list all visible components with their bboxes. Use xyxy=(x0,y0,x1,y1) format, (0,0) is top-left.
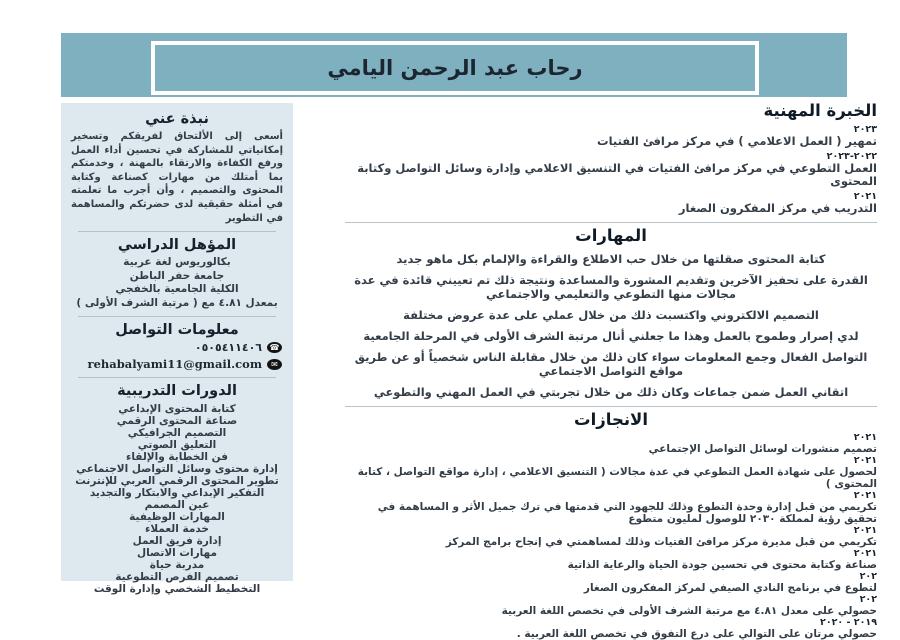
skill-item: اتقاني العمل ضمن جماعات وكان ذلك من خلال تجربتي في العمل المهني والتطوعي xyxy=(373,385,849,399)
skills-list xyxy=(345,252,877,399)
course-item: مدربة حياة xyxy=(149,559,205,572)
skill-item: التصميم الالكتروني واكتسبت ذلك من خلال عملي على عدة عروض مختلفة xyxy=(403,308,819,322)
person-name: رحاب عبد الرحمن اليامي xyxy=(327,56,583,80)
main-content xyxy=(345,101,877,640)
achievement-year: ٢٠١٩ - ٢٠٢٠ xyxy=(820,617,877,628)
education-title: المؤهل الدراسي xyxy=(117,237,237,254)
sidebar-divider xyxy=(78,316,276,317)
education-university: جامعة حفر الباطن xyxy=(129,269,225,282)
achievement-text: لحصول على شهادة العمل التطوعي في عدة مجالات ( التنسيق الاعلامي ، إدارة مواقع التواصل ، كتابة المحتوى ) xyxy=(357,466,877,490)
course-item: تصميم الفرص التطوعية xyxy=(115,571,239,584)
course-item: تطوير المحتوى الرقمي العربي للإنترنت xyxy=(75,475,279,488)
contact-email-row xyxy=(70,357,284,371)
achievement-text: حصولي مرتان على التوالي على درع التفوق في تخصص اللغة العربية . xyxy=(516,628,877,640)
skill-item: كتابة المحتوى صقلتها من خلال حب الاطلاع والقراءة والإلمام بكل ماهو جديد xyxy=(396,252,826,266)
course-item: عين المصمم xyxy=(144,499,210,512)
contact-phone-row xyxy=(70,341,284,354)
achievement-year: ٢٠٢ xyxy=(859,594,877,605)
achievement-entry xyxy=(345,433,877,455)
course-item: التصميم الجرافيكي xyxy=(127,427,227,440)
phone-number: ٠٥٠٥٤١١٤٠٦ xyxy=(194,341,262,355)
achievement-entry xyxy=(345,456,877,490)
course-item: مهارات الاتصال xyxy=(137,547,217,560)
achievement-year: ٢٠٢١ xyxy=(853,548,877,559)
course-item: التخطيط الشخصي وإدارة الوقت xyxy=(93,583,261,596)
name-frame xyxy=(151,41,759,95)
skill-item: لدي إصرار وطموح بالعمل وهذا ما جعلني أنال مرتبة الشرف الأولى في المرحلة الجامعية xyxy=(363,329,859,343)
achievements-list xyxy=(345,433,877,640)
sidebar xyxy=(61,103,293,596)
experience-year: ٢٠٢٣ xyxy=(853,124,877,135)
skills-title: المهارات xyxy=(575,226,647,245)
header-banner xyxy=(61,33,847,97)
course-item: المهارات الوظيفية xyxy=(129,511,225,524)
achievement-entry xyxy=(345,526,877,548)
course-item: التعليق الصوتي xyxy=(137,439,217,452)
phone-icon: ☎ xyxy=(267,342,282,353)
experience-list xyxy=(345,124,877,215)
about-title: نبذة عني xyxy=(145,111,209,127)
course-item: إدارة محتوى وسائل التواصل الاجتماعي xyxy=(76,463,278,476)
achievement-entry xyxy=(345,549,877,571)
contact-title: معلومات التواصل xyxy=(115,322,239,339)
achievement-text: تصميم منشورات لوسائل التواصل الإجتماعي xyxy=(648,443,877,455)
achievement-text: حصولي على معدل ٤.٨١ مع مرتبة الشرف الأولى في تخصص اللغة العربية xyxy=(501,605,877,617)
skill-item: التواصل الفعال وجمع المعلومات سواء كان ذلك من خلال مقابلة الناس شخصياً أو عن طريق مواقع التواصل الاجتماعي xyxy=(354,350,868,378)
achievement-entry xyxy=(345,572,877,594)
experience-title: الخبرة المهنية xyxy=(763,101,877,120)
course-item: كتابة المحتوى الإبداعي xyxy=(118,403,236,416)
education-college: الكلية الجامعية بالخفجي xyxy=(115,283,239,296)
course-item: خدمة العملاء xyxy=(144,523,209,536)
courses-list xyxy=(70,403,284,595)
email-icon: ✉ xyxy=(267,359,282,370)
achievement-text: تكريمي من قبل مديرة مركز مرافئ الفتيات وذلك لمساهمتي في إنجاح برامج المركز xyxy=(445,536,877,548)
achievement-year: ٢٠٢١ xyxy=(853,455,877,466)
achievement-entry xyxy=(345,491,877,525)
courses-title: الدورات التدريبية xyxy=(117,383,237,400)
achievement-text: صناعة وكتابة محتوى في تحسين جودة الحياة والرعاية الذاتية xyxy=(567,559,877,571)
section-divider xyxy=(345,222,877,223)
experience-text: العمل التطوعي في مركز مرافئ الفتيات في التنسيق الاعلامي وإدارة وسائل التواصل وكتابة المحتوى xyxy=(357,160,877,188)
education-gpa: بمعدل ٤.٨١ مع ( مرتبة الشرف الأولى ) xyxy=(76,296,278,309)
experience-entry xyxy=(345,151,877,189)
email-address: rehabalyami11@gmail.com xyxy=(87,357,262,372)
achievement-year: ٢٠٢١ xyxy=(853,490,877,501)
experience-entry xyxy=(345,191,877,216)
course-item: فن الخطابة والإلقاء xyxy=(126,451,228,464)
achievement-year: ٢٠٢١ xyxy=(853,432,877,443)
about-text: أسعى إلى الألتحاق لفريقكم وتسخير إمكانياتي للمشاركة في تحسين أداء العمل ورفع الكفاءة والارتقاء بالمهنة ، وخدمتكم بما أمتلك من مهارات كصناعة وكتابة المحتوى والتصميم ، وأن أجرب ما تعلمته في أمثلة حقيقية لدى حضرتكم والمساهمة في التطوير xyxy=(71,131,283,224)
achievements-title: الانجازات xyxy=(574,410,648,429)
achievement-text: تكريمي من قبل إدارة وحدة التطوع وذلك للجهود التي قدمتها في ترك جميل الأثر و المساهمة في تحقيق رؤية لمملكة ٢٠٣٠ للوصول لمليون متطوع xyxy=(377,501,877,525)
experience-year: ٢٠٢٢-٢٠٢٣ xyxy=(826,150,877,162)
achievement-text: لتطوع في برنامج النادي الصيفي لمركز المفكرون الصغار xyxy=(583,582,877,594)
course-item: التفكير الإبداعي والابتكار والتجديد xyxy=(89,487,265,500)
education-degree: بكالوريوس لغة عربية xyxy=(123,256,231,269)
skill-item: القدرة على تحفيز الآخرين وتقديم المشورة والمساعدة ونتيجة ذلك تم تعييني قائدة في عدة مجالات منها التطوعي والتعليمي والاجتماعي xyxy=(354,273,868,301)
course-item: إدارة فريق العمل xyxy=(132,535,222,548)
experience-text: تمهير ( العمل الاعلامي ) في مركز مرافئ الفتيات xyxy=(597,134,877,148)
achievement-entry xyxy=(345,595,877,617)
section-divider xyxy=(345,406,877,407)
experience-entry xyxy=(345,124,877,149)
achievement-entry xyxy=(345,618,877,640)
sidebar-divider xyxy=(78,231,276,232)
sidebar-divider xyxy=(78,377,276,378)
course-item: صناعة المحتوى الرقمي xyxy=(116,415,238,428)
experience-year: ٢٠٢١ xyxy=(853,190,877,202)
experience-text: التدريب في مركز المفكرون الصغار xyxy=(678,200,877,215)
achievement-year: ٢٠٢١ xyxy=(853,525,877,536)
achievement-year: ٢٠٢ xyxy=(859,571,877,582)
